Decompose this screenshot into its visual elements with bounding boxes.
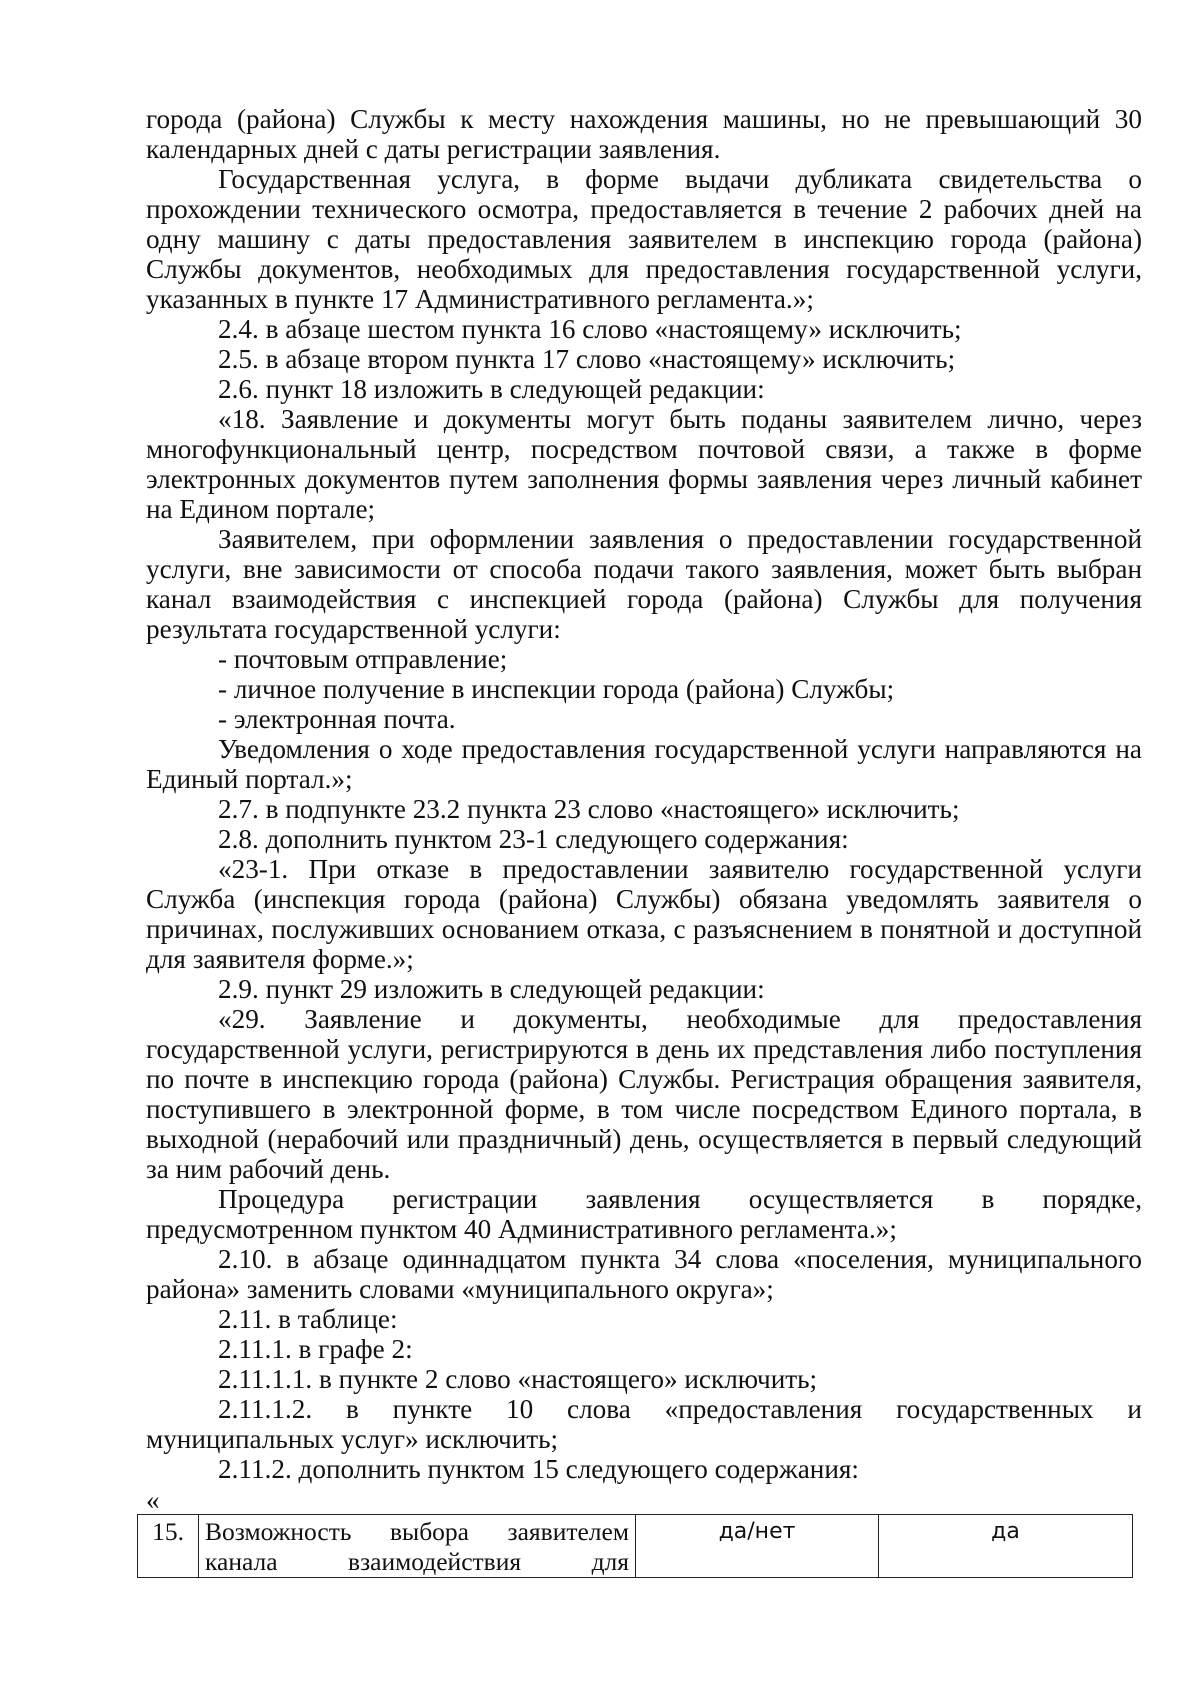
description-line: Возможность выбора заявителем <box>205 1517 629 1546</box>
paragraph: «29. Заявление и документы, необходимые для предоставления государственной услуги, регистрируются в день их представления либо поступления по почте в инспекцию города (района) Службы. Регистрация обращения заявителя, поступившего в электронной форме, в том числе посредством Единого портала, в выходной (нерабочий или праздничный) день, осуществляется в первый следующий за ним рабочий день. <box>146 1004 1142 1184</box>
row-number-cell: 15. <box>138 1515 199 1578</box>
paragraph: 2.10. в абзаце одиннадцатом пункта 34 слова «поселения, муниципального района» заменить словами «муниципального округа»; <box>146 1244 1142 1304</box>
paragraph: Процедура регистрации заявления осуществляется в порядке, предусмотренном пунктом 40 Административного регламента.»; <box>146 1184 1142 1244</box>
paragraph: Заявителем, при оформлении заявления о предоставлении государственной услуги, вне зависимости от способа подачи такого заявления, может быть выбран канал взаимодействия с инспекцией города (района) Службы для получения результата государственной услуги: <box>146 524 1142 644</box>
amendment-table <box>137 1514 1133 1578</box>
paragraph: 2.11. в таблице: <box>218 1304 398 1334</box>
paragraph: города (района) Службы к месту нахождения машины, но не превышающий 30 календарных дней с даты регистрации заявления. <box>146 104 1142 164</box>
row-description-cell <box>199 1515 636 1578</box>
paragraph: Государственная услуга, в форме выдачи дубликата свидетельства о прохождении технического осмотра, предоставляется в течение 2 рабочих дней на одну машину с даты предоставления заявителем в инспекцию города (района) Службы документов, необходимых для предоставления государственной услуги, указанных в пункте 17 Административного регламента.»; <box>146 164 1142 314</box>
paragraph: 2.7. в подпункте 23.2 пункта 23 слово «настоящего» исключить; <box>218 794 960 824</box>
paragraph: 2.11.1. в графе 2: <box>218 1334 413 1364</box>
document-page <box>146 104 1142 1578</box>
row-value-cell: да <box>879 1515 1133 1578</box>
paragraph: 2.4. в абзаце шестом пункта 16 слово «настоящему» исключить; <box>218 314 962 344</box>
paragraph: - личное получение в инспекции города (района) Службы; <box>218 674 895 704</box>
row-format-cell: да/нет <box>636 1515 879 1578</box>
table-row <box>138 1515 1133 1578</box>
paragraph: 2.11.1.2. в пункте 10 слова «предоставления государственных и муниципальных услуг» исключить; <box>146 1394 1142 1454</box>
paragraph: 2.9. пункт 29 изложить в следующей редакции: <box>218 974 765 1004</box>
paragraph: - электронная почта. <box>218 704 456 734</box>
paragraph: «23-1. При отказе в предоставлении заявителю государственной услуги Служба (инспекция города (района) Службы) обязана уведомлять заявителя о причинах, послуживших основанием отказа, с разъяснением в понятной и доступной для заявителя форме.»; <box>146 854 1142 974</box>
paragraph: 2.11.2. дополнить пунктом 15 следующего содержания: <box>218 1454 859 1484</box>
paragraph: 2.11.1.1. в пункте 2 слово «настоящего» исключить; <box>218 1364 818 1394</box>
paragraph: 2.5. в абзаце втором пункта 17 слово «настоящему» исключить; <box>218 344 956 374</box>
paragraph: 2.6. пункт 18 изложить в следующей редакции: <box>218 374 765 404</box>
paragraph: 2.8. дополнить пунктом 23-1 следующего содержания: <box>218 824 849 854</box>
paragraph: - почтовым отправление; <box>218 644 508 674</box>
paragraph: Уведомления о ходе предоставления государственной услуги направляются на Единый портал.»; <box>146 734 1142 794</box>
paragraph: «18. Заявление и документы могут быть поданы заявителем лично, через многофункциональный центр, посредством почтовой связи, а также в форме электронных документов путем заполнения формы заявления через личный кабинет на Едином портале; <box>146 404 1142 524</box>
description-line: канала взаимодействия для <box>205 1547 629 1576</box>
opening-quote-mark: « <box>146 1485 160 1515</box>
